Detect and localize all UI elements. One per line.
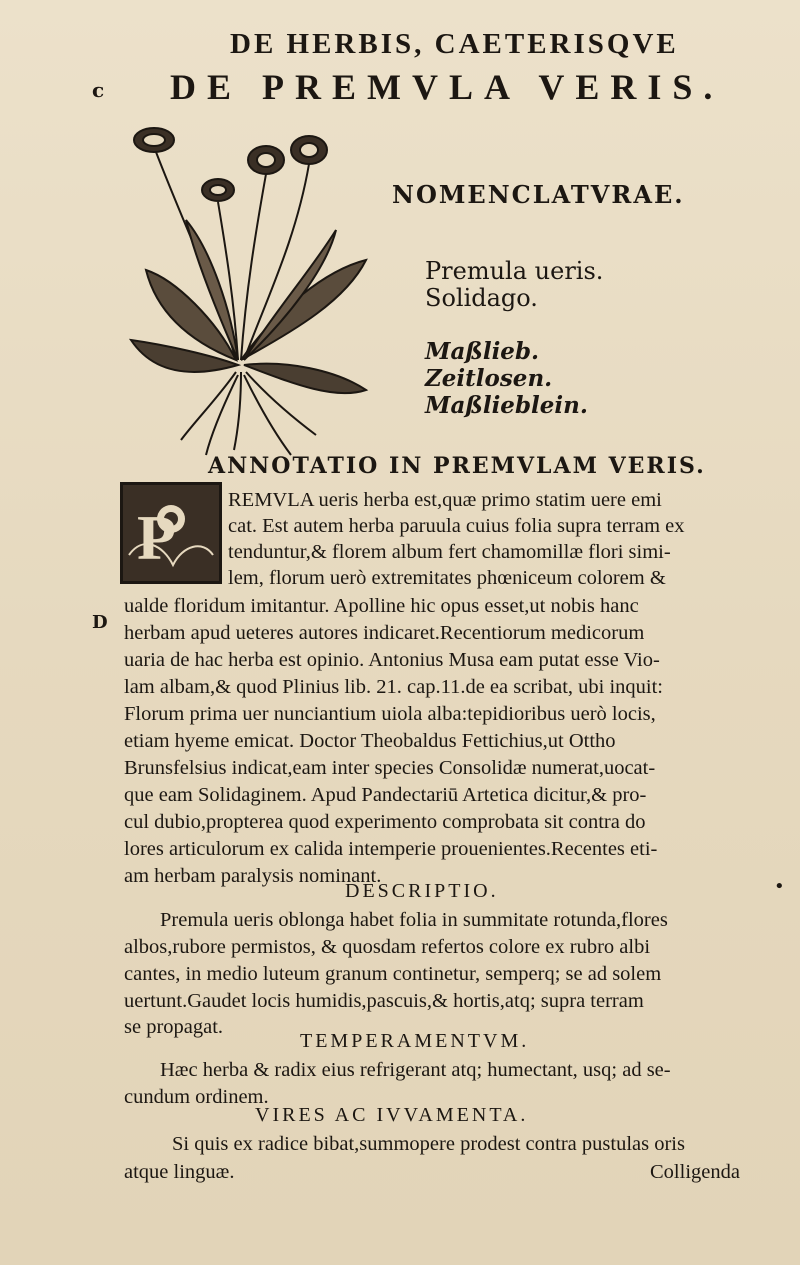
german-name: Maßlieblein. <box>425 392 588 419</box>
plant-woodcut-illustration <box>126 110 386 460</box>
latin-name: Solidago. <box>425 284 538 312</box>
german-name: Maßlieb. <box>425 338 540 365</box>
initial-letter: P <box>137 502 177 573</box>
german-name: Zeitlosen. <box>425 365 553 392</box>
text-line: cul dubio,propterea quod experimento comprobata sit contra do <box>124 811 646 833</box>
german-names <box>425 338 588 419</box>
text-line: Hæc herba & radix eius refrigerant atq; humectant, usq; ad se- <box>160 1059 671 1081</box>
text-line: uaria de hac herba est opinio. Antonius Musa eam putat esse Vio- <box>124 649 660 671</box>
text-line: Brunsfelsius indicat,eam inter species Consolidæ numerat,uocat- <box>124 757 656 779</box>
chapter-title: DE PREMVLA VERIS. <box>170 67 724 107</box>
text-line: am herbam paralysis nominant. <box>124 865 382 887</box>
text-line: lam albam,& quod Plinius lib. 21. cap.11.de ea scribat, ubi inquit: <box>124 676 663 698</box>
temperamentum-heading: TEMPERAMENTVM. <box>300 1030 530 1052</box>
text-line: Si quis ex radice bibat,summopere prodest contra pustulas oris <box>172 1133 685 1155</box>
nomenclature-heading: NOMENCLATVRAE. <box>392 180 685 209</box>
latin-names <box>425 258 603 312</box>
text-line: herbam apud ueteres autores indicaret.Recentiorum medicorum <box>124 622 645 644</box>
catchword: Colligenda <box>650 1161 740 1183</box>
text-line: lem, florum uerò extremitates phœniceum colorem & <box>228 567 666 589</box>
text-line: cundum ordinem. <box>124 1086 269 1108</box>
text-line: atque linguæ. <box>124 1161 235 1183</box>
text-line: Premula ueris oblonga habet folia in summitate rotunda,flores <box>160 909 668 931</box>
signature-mark-d: D <box>92 612 108 633</box>
vires-heading: VIRES AC IVVAMENTA. <box>255 1104 529 1126</box>
text-line: REMVLA ueris herba est,quæ primo statim uere emi <box>228 489 662 511</box>
text-line: uertunt.Gaudet locis humidis,pascuis,& hortis,atq; supra terram <box>124 990 644 1012</box>
annotation-heading: ANNOTATIO IN PREMVLAM VERIS. <box>208 453 706 479</box>
text-line: Florum prima uer nunciantium uiola alba:tepidioribus uerò locis, <box>124 703 656 725</box>
margin-dot: • <box>774 876 785 897</box>
text-line: se propagat. <box>124 1016 224 1038</box>
text-line: albos,rubore permistos, & quosdam refertos colore ex rubro albi <box>124 936 651 958</box>
text-line: etiam hyeme emicat. Doctor Theobaldus Fettichius,ut Ottho <box>124 730 616 752</box>
signature-mark-c: c <box>92 78 105 102</box>
latin-name: Premula ueris. <box>425 257 604 285</box>
text-line: cat. Est autem herba paruula cuius folia supra terram ex <box>228 515 685 537</box>
descriptio-heading: DESCRIPTIO. <box>345 880 499 902</box>
running-title: DE HERBIS, CAETERISQVE <box>230 28 679 60</box>
decorated-initial <box>120 482 222 584</box>
text-line: cantes, in medio luteum granum continetur, semperq; se ad solem <box>124 963 662 985</box>
text-line: que eam Solidaginem. Apud Pandectariū Artetica dicitur,& pro- <box>124 784 647 806</box>
text-line: ualde floridum imitantur. Apolline hic opus esset,ut nobis hanc <box>124 595 639 617</box>
text-line: tenduntur,& florem album fert chamomillæ flori simi- <box>228 541 671 563</box>
text-line: lores articulorum ex calida intemperie prouenientes.Recentes eti- <box>124 838 658 860</box>
